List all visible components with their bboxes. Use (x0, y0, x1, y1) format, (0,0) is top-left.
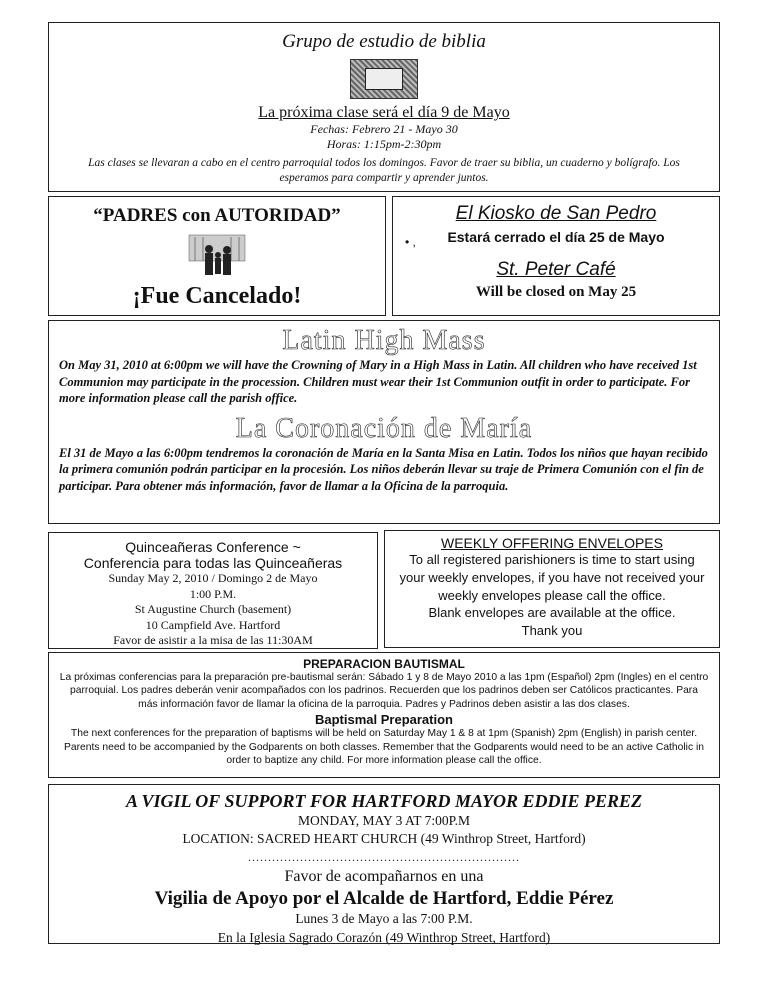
cancelled-notice: ¡Fue Cancelado! (132, 283, 302, 309)
baptism-title-en: Baptismal Preparation (315, 712, 453, 728)
kiosko-section (392, 196, 720, 316)
vigil-title: A VIGIL OF SUPPORT FOR HARTFORD MAYOR EDDIE PEREZ (125, 791, 643, 811)
baptism-title-es: PREPARACION BAUTISMAL (303, 657, 465, 671)
kiosko-title: El Kiosko de San Pedro (455, 203, 657, 224)
bible-icon (350, 59, 418, 99)
baptism-section (48, 652, 720, 778)
cafe-closed-en: Will be closed on May 25 (475, 284, 637, 300)
quince-address: 10 Campfield Ave. Hartford (145, 617, 281, 632)
class-hours: Horas: 1:15pm-2:30pm (326, 137, 442, 151)
quince-title-es: Conferencia para todas las Quinceañeras (83, 555, 343, 571)
cafe-title: St. Peter Café (496, 259, 616, 280)
quince-time: 1:00 P.M. (189, 586, 237, 601)
quince-title-en: Quinceañeras Conference ~ (125, 539, 301, 555)
next-class-announcement: La próxima clase será el día 9 de Mayo (258, 104, 510, 121)
vigil-invite: Favor de acompañarnos en una (284, 868, 484, 886)
baptism-text-en: The next conferences for the preparation of baptisms will be held on Saturday May 1 & 8 at 1pm (Spanish) 2pm (English) in parish center. Parents need to be accompanied by the Godparents on both classes. Remember that the Godparents would need to be an active Catholic in order to baptize any child. For more information please call the office. (64, 728, 704, 766)
class-dates: Fechas: Febrero 21 - Mayo 30 (310, 122, 458, 136)
class-description: Las clases se llevaran a cabo en el centro parroquial todos los domingos. Favor de traer su biblia, un cuaderno y bolígrafo. Los esperamos para compartir y aprender juntos. (88, 157, 680, 184)
quinceanera-section (48, 532, 378, 649)
envelopes-line-1: To all registered parishioners is time to start using (409, 552, 695, 567)
quince-date: Sunday May 2, 2010 / Domingo 2 de Mayo (108, 571, 318, 585)
quince-note: Favor de asistir a la misa de las 11:30AM (113, 633, 313, 648)
envelopes-line-5: Thank you (521, 623, 583, 639)
bible-study-title: Grupo de estudio de biblia (282, 31, 486, 52)
vigil-date: MONDAY, MAY 3 AT 7:00P.M (297, 813, 471, 828)
bible-study-section (48, 22, 720, 192)
latin-mass-heading: Latin High Mass (282, 325, 486, 356)
padres-title: “PADRES con AUTORIDAD” (93, 205, 341, 226)
stray-mark: • , (405, 235, 416, 249)
envelopes-section (384, 530, 720, 648)
vigil-title-es: Vigilia de Apoyo por el Alcalde de Hartford, Eddie Pérez (154, 888, 614, 910)
baptism-text-es: La próximas conferencias para la preparación pre-bautismal serán: Sábado 1 y 8 de Mayo 2010 a las 1pm (Español) 2pm (Ingles) en el centro parroquial. Los padres deberán venir acompañados con los padrinos. Recuerden que los padrinos deben ser Católicos practicantes. Para más información favor de llamar la oficina de la parroquia. Padres y Padrinos deben asistir a las dos clases. (59, 672, 709, 710)
kiosko-closed-es: Estará cerrado el día 25 de Mayo (447, 229, 665, 245)
padres-section (48, 196, 386, 316)
vigil-separator: .................................................................... (248, 850, 520, 865)
coronacion-heading: La Coronación de María (235, 412, 533, 444)
envelopes-line-4: Blank envelopes are available at the office. (428, 605, 676, 621)
vigil-location: LOCATION: SACRED HEART CHURCH (49 Winthrop Street, Hartford) (182, 831, 586, 847)
vigil-section (48, 784, 720, 944)
vigil-location-es: En la Iglesia Sagrado Corazón (49 Winthrop Street, Hartford) (217, 930, 551, 946)
latin-mass-text-es: El 31 de Mayo a las 6:00pm tendremos la coronación de María en la Santa Misa en Latin. Todos los niños que hayan recibido la primera comunión podrán participar en la procesión. Los niños deberán llevar su traje de Primera Comunión con el fin de participar. Para obtener más información, favor de llamar a la Oficina de la parroquia. (59, 445, 708, 493)
family-icon (187, 233, 247, 281)
envelopes-line-2: your weekly envelopes, if you have not received your (399, 569, 705, 585)
quince-place: St Augustine Church (basement) (134, 602, 292, 617)
envelopes-line-3: weekly envelopes please call the office. (438, 587, 666, 603)
latin-mass-section (48, 320, 720, 524)
envelopes-title: WEEKLY OFFERING ENVELOPES (441, 535, 663, 551)
latin-mass-text-en: On May 31, 2010 at 6:00pm we will have the Crowning of Mary in a High Mass in Latin. All children who have received 1st Communion may participate in the procession. Children must wear their 1st Communion outfit in order to participate. For more information please call the parish office. (59, 358, 697, 405)
vigil-date-es: Lunes 3 de Mayo a las 7:00 P.M. (295, 911, 473, 927)
